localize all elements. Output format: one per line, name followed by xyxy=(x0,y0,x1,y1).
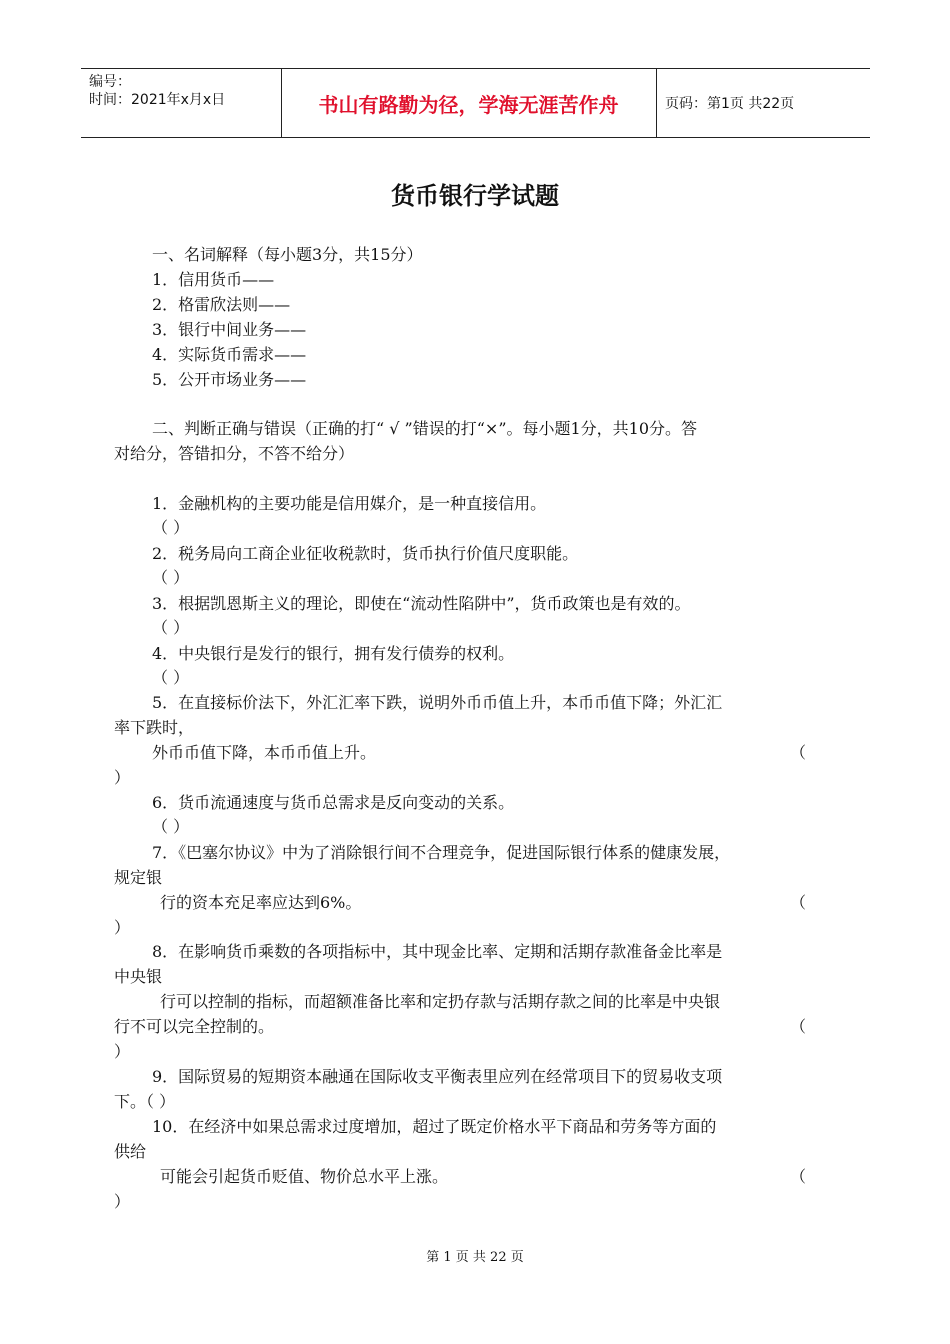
question-7-cont: 规定银 xyxy=(114,868,163,887)
answer-blank: （ ） xyxy=(152,618,190,637)
header-meta xyxy=(89,73,225,109)
answer-close-paren: ） xyxy=(114,1042,131,1061)
answer-blank: （ ） xyxy=(152,817,190,836)
term-item: 1．信用货币—— xyxy=(152,270,275,289)
question-4: 4．中央银行是发行的银行，拥有发行债券的权利。 xyxy=(152,644,515,663)
question-8-cont: 中央银 xyxy=(114,967,163,986)
question-2: 2．税务局向工商企业征收税款时，货币执行价值尺度职能。 xyxy=(152,544,579,563)
question-8-cont: 行可以控制的指标，而超额准备比率和定扔存款与活期存款之间的比率是中央银 xyxy=(160,992,721,1011)
question-7-cont: 行的资本充足率应达到6%。 xyxy=(160,893,362,912)
header-motto: 书山有路勤为径，学海无涯苦作舟 xyxy=(318,92,619,117)
question-8: 8．在影响货币乘数的各项指标中，其中现金比率、定期和活期存款准备金比率是 xyxy=(152,942,723,961)
header-time-label: 时间：2021年x月x日 xyxy=(89,92,226,108)
question-10-cont: 供给 xyxy=(114,1142,147,1161)
header-table xyxy=(81,68,870,138)
question-6: 6．货币流通速度与货币总需求是反向变动的关系。 xyxy=(152,793,515,812)
term-item: 5．公开市场业务—— xyxy=(152,370,307,389)
answer-open-paren: （ xyxy=(790,893,807,912)
question-7: 7．《巴塞尔协议》中为了消除银行间不合理竞争，促进国际银行体系的健康发展， xyxy=(152,843,731,862)
answer-close-paren: ） xyxy=(114,918,131,937)
answer-blank: （ ） xyxy=(152,518,190,537)
answer-open-paren: （ xyxy=(790,1167,807,1186)
answer-close-paren: ） xyxy=(114,1192,131,1211)
question-9: 9．国际贸易的短期资本融通在国际收支平衡表里应列在经常项目下的贸易收支项 xyxy=(152,1067,723,1086)
term-item: 3．银行中间业务—— xyxy=(152,320,307,339)
section1-heading: 一、名词解释（每小题3分，共15分） xyxy=(152,245,423,264)
question-3: 3．根据凯恩斯主义的理论，即使在“流动性陷阱中”，货币政策也是有效的。 xyxy=(152,594,691,613)
question-5-cont: 率下跌时， xyxy=(114,718,195,737)
question-10: 10．在经济中如果总需求过度增加，超过了既定价格水平下商品和劳务等方面的 xyxy=(152,1117,717,1136)
section2-heading: 二、判断正确与错误（正确的打“ √ ”错误的打“×”。每小题1分，共10分。答 xyxy=(152,419,698,438)
answer-blank: （ ） xyxy=(152,668,190,687)
answer-blank: （ ） xyxy=(152,568,190,587)
question-8-cont: 行不可以完全控制的。 xyxy=(114,1017,275,1036)
question-5: 5．在直接标价法下，外汇汇率下跌，说明外币币值上升，本币币值下降；外汇汇 xyxy=(152,693,723,712)
question-5-cont: 外币币值下降，本币币值上升。 xyxy=(152,743,377,762)
page-footer: 第 1 页 共 22 页 xyxy=(426,1250,524,1265)
answer-open-paren: （ xyxy=(790,743,807,762)
question-1: 1．金融机构的主要功能是信用媒介，是一种直接信用。 xyxy=(152,494,547,513)
answer-open-paren: （ xyxy=(790,1017,807,1036)
header-divider xyxy=(656,69,657,137)
term-item: 2．格雷欣法则—— xyxy=(152,295,291,314)
header-page-info: 页码：第1页 共22页 xyxy=(665,96,795,112)
section2-heading-cont: 对给分，答错扣分，不答不给分） xyxy=(114,444,355,463)
header-id-label: 编号： xyxy=(89,74,131,90)
page-title: 货币银行学试题 xyxy=(391,182,559,210)
answer-close-paren: ） xyxy=(114,768,131,787)
term-item: 4．实际货币需求—— xyxy=(152,345,307,364)
question-10-cont: 可能会引起货币贬值、物价总水平上涨。 xyxy=(160,1167,449,1186)
question-9-cont: 下。（ ） xyxy=(114,1092,176,1111)
